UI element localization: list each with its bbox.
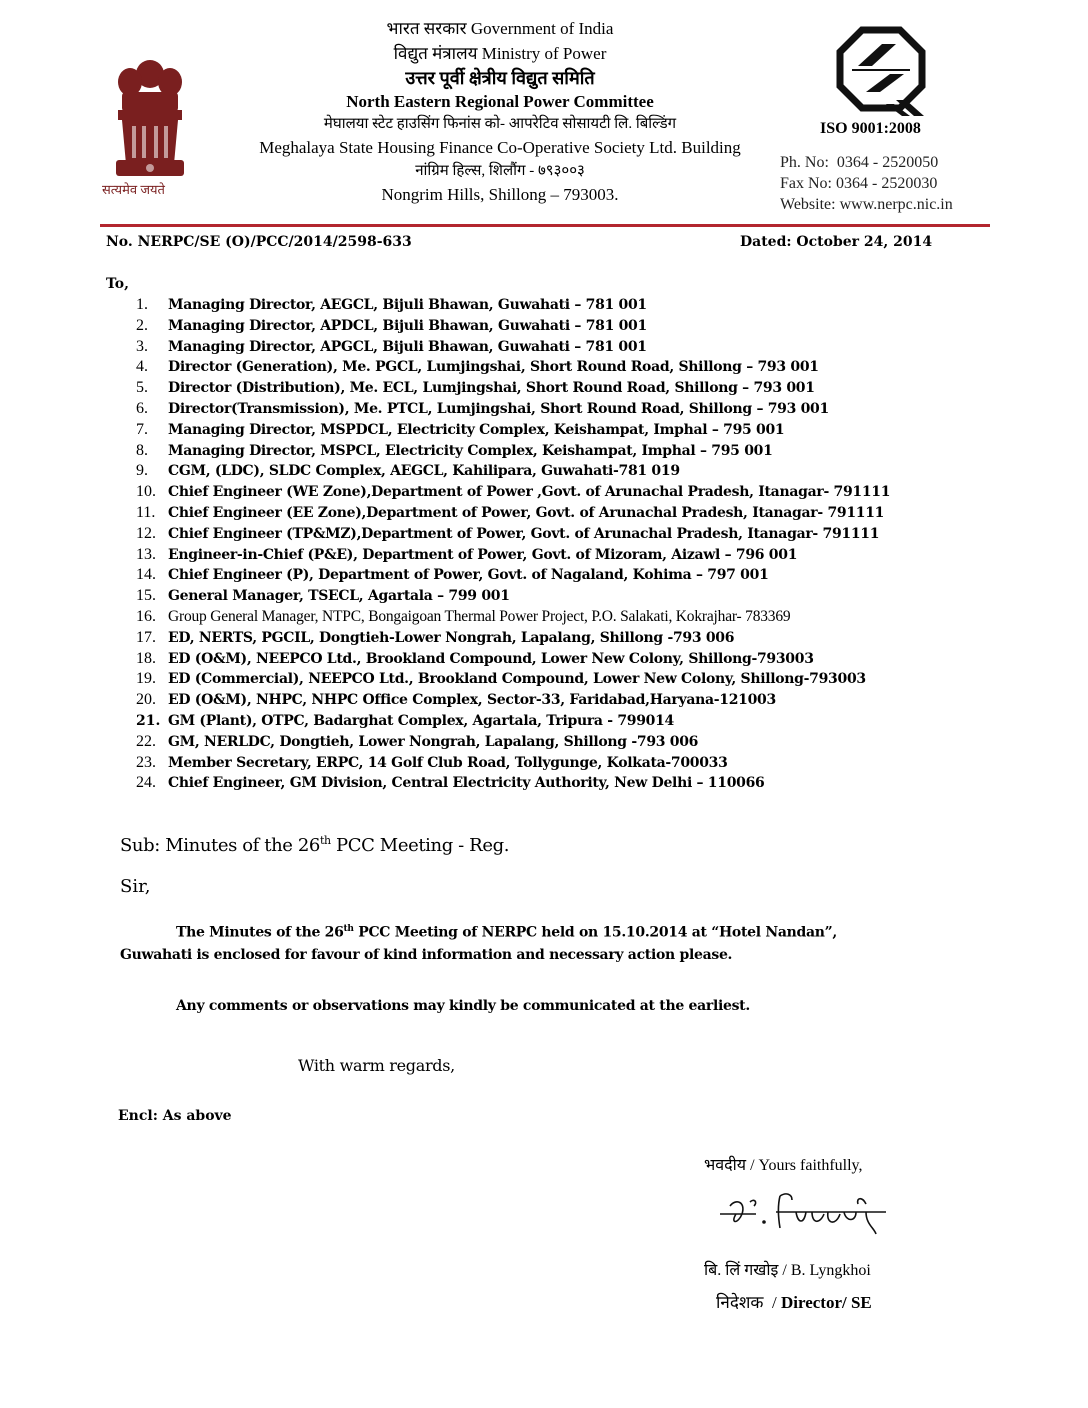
- recipient-address: Engineer-in-Chief (P&E), Department of Power, Govt. of Mizoram, Aizawl – 796 001: [168, 546, 798, 563]
- ministry-line: विद्युत मंत्रालय Ministry of Power: [393, 44, 607, 63]
- letter-date: Dated: October 24, 2014: [740, 234, 933, 250]
- building-hindi-line: मेघालया स्टेट हाउसिंग फिनांस को- आपरेटिव सोसायटी लि. बिल्डिंग: [323, 116, 677, 132]
- recipient-address: Group General Manager, NTPC, Bongaigoan Thermal Power Project, P.O. Salakati, Kokrajhar- 783369: [168, 607, 791, 625]
- recipient-address: Managing Director, APDCL, Bijuli Bhawan, Guwahati – 781 001: [168, 317, 647, 334]
- recipient-address: Director(Transmission), Me. PTCL, Lumjingshai, Short Round Road, Shillong – 793 001: [168, 400, 829, 417]
- to-label: To,: [106, 276, 130, 292]
- item-number: 24.: [136, 774, 156, 792]
- item-number: 21.: [136, 712, 161, 729]
- building-line: Meghalaya State Housing Finance Co-Operative Society Ltd. Building: [259, 138, 741, 157]
- designation-english: Director/ SE: [780, 1293, 872, 1312]
- signer-name: बि. लिं गखोइ / B. Lyngkhoi: [704, 1262, 871, 1279]
- fax-number: Fax No: 0364 - 2520030: [780, 175, 938, 192]
- reference-number: No. NERPC/SE (O)/PCC/2014/2598-633: [106, 234, 412, 250]
- emblem-motto: सत्यमेव जयते: [102, 182, 165, 197]
- list-item: [136, 482, 1036, 503]
- item-number: 13.: [136, 545, 156, 563]
- letterhead-center: [220, 16, 780, 207]
- letterhead-divider: [100, 224, 990, 227]
- recipient-address: Chief Engineer (P), Department of Power, Govt. of Nagaland, Kohima – 797 001: [168, 567, 769, 584]
- subject-prefix: Sub: Minutes of the 26: [120, 835, 320, 856]
- website-link[interactable]: Website: www.nerpc.nic.in: [780, 196, 953, 213]
- iso-quality-mark-icon: [836, 26, 926, 116]
- list-item: [136, 649, 1036, 670]
- item-number: 17.: [136, 628, 156, 646]
- address-line: Nongrim Hills, Shillong – 793003.: [381, 185, 619, 204]
- list-item: [136, 732, 1036, 753]
- handwritten-signature: [716, 1184, 896, 1244]
- recipient-address: Chief Engineer (EE Zone),Department of Power, Govt. of Arunachal Pradesh, Itanagar- 791111: [168, 504, 885, 521]
- recipient-address: ED (O&M), NEEPCO Ltd., Brookland Compound, Lower New Colony, Shillong-793003: [168, 650, 814, 667]
- designation-hindi: निदेशक /: [716, 1293, 781, 1312]
- list-item: [136, 669, 1036, 690]
- item-number: 10.: [136, 483, 156, 501]
- body-paragraph-2: Any comments or observations may kindly be communicated at the earliest.: [176, 998, 750, 1014]
- yours-faithfully: भवदीय / Yours faithfully,: [704, 1157, 863, 1174]
- recipient-address: ED, NERTS, PGCIL, Dongtieh-Lower Nongrah, Lapalang, Shillong -793 006: [168, 629, 735, 646]
- closing-regards: With warm regards,: [298, 1056, 455, 1075]
- committee-name: North Eastern Regional Power Committee: [346, 92, 654, 111]
- list-item: [136, 357, 1036, 378]
- recipients-list: [136, 295, 1036, 794]
- item-number: 19.: [136, 670, 156, 688]
- list-item: [136, 399, 1036, 420]
- recipient-address: Chief Engineer (TP&MZ),Department of Power, Govt. of Arunachal Pradesh, Itanagar- 791111: [168, 525, 880, 542]
- subject-suffix: PCC Meeting - Reg.: [330, 835, 510, 856]
- iso-standard-label: ISO 9001:2008: [820, 120, 921, 137]
- para1-text-a: The Minutes of the 26: [176, 924, 344, 941]
- item-number: 9.: [136, 462, 148, 480]
- contact-block: [780, 152, 953, 215]
- recipient-address: ED (Commercial), NEEPCO Ltd., Brookland Compound, Lower New Colony, Shillong-793003: [168, 671, 866, 688]
- item-number: 5.: [136, 379, 148, 397]
- para1-text-c: Guwahati is enclosed for favour of kind information and necessary action please.: [120, 946, 733, 963]
- subject-ordinal: th: [319, 834, 331, 847]
- list-item: [136, 503, 1036, 524]
- iso-certification-logo: [836, 26, 926, 116]
- list-item: [136, 295, 1036, 316]
- item-number: 8.: [136, 441, 148, 459]
- item-number: 11.: [136, 503, 156, 521]
- list-item: [136, 545, 1036, 566]
- item-number: 6.: [136, 399, 148, 417]
- recipient-address: Chief Engineer, GM Division, Central Electricity Authority, New Delhi – 110066: [168, 775, 765, 792]
- list-item: [136, 420, 1036, 441]
- list-item: [136, 565, 1036, 586]
- list-item: [136, 773, 1036, 794]
- national-emblem-logo: [100, 52, 200, 202]
- recipient-address: Managing Director, MSPDCL, Electricity Complex, Keishampat, Imphal – 795 001: [168, 421, 785, 438]
- list-item: [136, 753, 1036, 774]
- signature-icon: [716, 1184, 896, 1244]
- item-number: 2.: [136, 316, 148, 334]
- recipient-address: Director (Distribution), Me. ECL, Lumjingshai, Short Round Road, Shillong – 793 001: [168, 380, 815, 397]
- signer-designation: [716, 1290, 872, 1313]
- item-number: 4.: [136, 358, 148, 376]
- phone-number: Ph. No: 0364 - 2520050: [780, 154, 939, 171]
- list-item: [136, 441, 1036, 462]
- recipient-address: CGM, (LDC), SLDC Complex, AEGCL, Kahilipara, Guwahati-781 019: [168, 463, 680, 480]
- recipient-address: Managing Director, APGCL, Bijuli Bhawan, Guwahati – 781 001: [168, 338, 647, 355]
- item-number: 22.: [136, 732, 156, 750]
- recipient-address: General Manager, TSECL, Agartala – 799 001: [168, 588, 510, 605]
- address-hindi-line: नांग्रिम हिल्स, शिलौंग - ७९३००३: [415, 163, 585, 179]
- list-item: [136, 607, 1036, 628]
- subject-line: [120, 834, 509, 856]
- item-number: 18.: [136, 649, 156, 667]
- list-item: [136, 337, 1036, 358]
- list-item: [136, 628, 1036, 649]
- item-number: 20.: [136, 691, 156, 709]
- list-item: [136, 711, 1036, 732]
- para1-text-b: PCC Meeting of NERPC held on 15.10.2014 at “Hotel Nandan”,: [353, 924, 837, 941]
- item-number: 16.: [136, 607, 156, 625]
- list-item: [136, 316, 1036, 337]
- body-paragraph-1: [120, 918, 1000, 966]
- recipient-address: GM (Plant), OTPC, Badarghat Complex, Agartala, Tripura - 799014: [168, 712, 674, 729]
- enclosure-note: Encl: As above: [118, 1108, 232, 1124]
- list-item: [136, 461, 1036, 482]
- item-number: 23.: [136, 753, 156, 771]
- list-item: [136, 378, 1036, 399]
- recipient-address: Managing Director, MSPCL, Electricity Complex, Keishampat, Imphal – 795 001: [168, 442, 773, 459]
- salutation: Sir,: [120, 876, 151, 897]
- committee-hindi-line: उत्तर पूर्वी क्षेत्रीय विद्युत समिति: [405, 68, 595, 88]
- para1-ordinal: th: [343, 924, 354, 934]
- item-number: 14.: [136, 566, 156, 584]
- item-number: 3.: [136, 337, 148, 355]
- item-number: 15.: [136, 587, 156, 605]
- list-item: [136, 524, 1036, 545]
- recipient-address: Chief Engineer (WE Zone),Department of Power ,Govt. of Arunachal Pradesh, Itanagar- 791111: [168, 484, 891, 501]
- item-number: 7.: [136, 420, 148, 438]
- recipient-address: Member Secretary, ERPC, 14 Golf Club Road, Tollygunge, Kolkata-700033: [168, 754, 728, 771]
- recipient-address: Director (Generation), Me. PGCL, Lumjingshai, Short Round Road, Shillong – 793 001: [168, 359, 819, 376]
- recipient-address: ED (O&M), NHPC, NHPC Office Complex, Sector-33, Faridabad,Haryana-121003: [168, 692, 776, 709]
- list-item: [136, 690, 1036, 711]
- govt-of-india-line: भारत सरकार Government of India: [386, 19, 614, 38]
- item-number: 12.: [136, 524, 156, 542]
- list-item: [136, 586, 1036, 607]
- recipient-address: Managing Director, AEGCL, Bijuli Bhawan, Guwahati – 781 001: [168, 297, 647, 313]
- recipient-address: GM, NERLDC, Dongtieh, Lower Nongrah, Lapalang, Shillong -793 006: [168, 733, 699, 750]
- item-number: 1.: [136, 296, 148, 313]
